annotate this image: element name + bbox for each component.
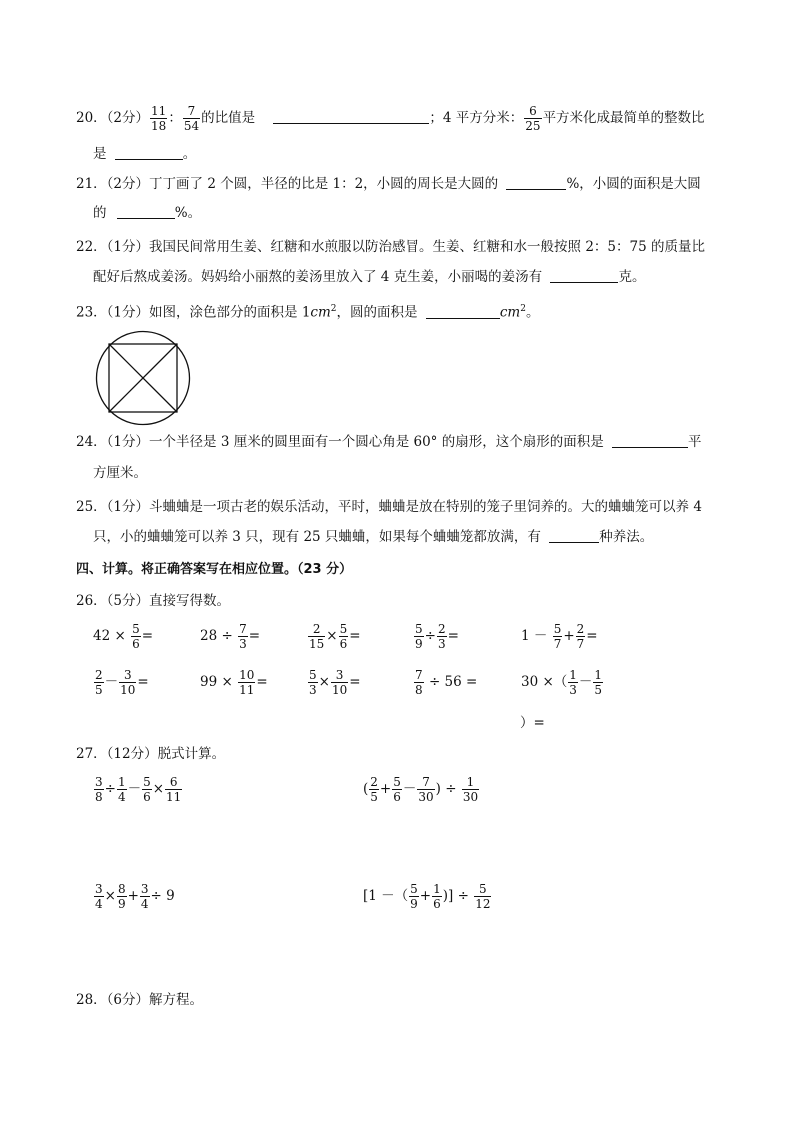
oral-calc-10: 30 ×（ $\frac{1}{3}$ － $\frac{1}{5}$ bbox=[521, 668, 603, 697]
answer-blank[interactable] bbox=[273, 108, 429, 124]
oral-calc-1: 42 × $\frac{5}{6}$ = bbox=[93, 622, 154, 651]
fraction: $\frac{11}{18}$ bbox=[151, 104, 167, 133]
question-25-line-1: 25．（1分）斗蛐蛐是一项古老的娱乐活动，平时，蛐蛐是放在特别的笼子里饲养的。大的蛐蛐笼可以养 4 bbox=[76, 499, 702, 515]
question-28-title: 28．（6分）解方程。 bbox=[76, 992, 204, 1008]
step-calc-3: $\frac{3}{4}$ × $\frac{8}{9}$ + $\frac{3}{4}$ ÷ 9 bbox=[95, 882, 175, 911]
question-26-title: 26．（5分）直接写得数。 bbox=[76, 593, 231, 609]
question-24-line-1: 24．（1分）一个半径是 3 厘米的圆里面有一个圆心角是 60° 的扇形，这个扇形的面积是 平 bbox=[76, 434, 702, 450]
oral-calc-5: 1 － $\frac{5}{7}$ + $\frac{2}{7}$ = bbox=[521, 622, 598, 651]
answer-blank[interactable] bbox=[549, 527, 599, 543]
oral-calc-7: 99 × $\frac{10}{11}$ = bbox=[200, 668, 268, 697]
question-23-line-1: 23．（1分）如图，涂色部分的面积是 $1cm^2$，圆的面积是 $cm^2$。 bbox=[76, 304, 540, 321]
answer-blank[interactable] bbox=[550, 267, 618, 283]
section-heading: 四、计算。将正确答案写在相应位置。（23 分） bbox=[76, 562, 353, 577]
oral-calc-10-tail: ）= bbox=[520, 715, 545, 731]
step-calc-2: ( $\frac{2}{5}$ + $\frac{5}{6}$ － $\frac{7}{30}$ ) ÷ $\frac{1}{30}$ bbox=[363, 775, 479, 804]
question-21-line-2: 的 %。 bbox=[93, 205, 202, 221]
answer-blank[interactable] bbox=[117, 203, 175, 219]
answer-blank[interactable] bbox=[426, 303, 500, 319]
question-20-line-1: 20．（2分） $\frac{11}{18}$ ： $\frac{7}{54}$ 的比值是 ；4 平方分米： $\frac{6}{25}$ 平方米化成最简单的整数比 bbox=[76, 104, 705, 133]
answer-blank[interactable] bbox=[115, 144, 183, 160]
fraction: $\frac{6}{25}$ bbox=[525, 104, 541, 133]
question-24-line-2: 方厘米。 bbox=[93, 465, 147, 481]
question-22-line-1: 22．（1分）我国民间常用生姜、红糖和水煎服以防治感冒。生姜、红糖和水一般按照 2：5：75 的质量比 bbox=[76, 239, 705, 255]
oral-calc-8: $\frac{5}{3}$ × $\frac{3}{10}$ = bbox=[309, 668, 361, 697]
question-20-line-2: 是 。 bbox=[93, 146, 197, 162]
oral-calc-4: $\frac{5}{9}$ ÷ $\frac{2}{3}$ = bbox=[415, 622, 459, 651]
question-22-line-2: 配好后熬成姜汤。妈妈给小丽熬的姜汤里放入了 4 克生姜，小丽喝的姜汤有 克。 bbox=[93, 269, 646, 285]
oral-calc-9: $\frac{7}{8}$ ÷ 56 = bbox=[415, 668, 478, 697]
fraction: $\frac{7}{54}$ bbox=[183, 104, 200, 133]
oral-calc-2: 28 ÷ $\frac{7}{3}$ = bbox=[200, 622, 261, 651]
answer-blank[interactable] bbox=[612, 432, 688, 448]
circle-square-figure bbox=[93, 328, 193, 428]
question-27-title: 27．（12分）脱式计算。 bbox=[76, 746, 226, 762]
answer-blank[interactable] bbox=[506, 174, 566, 190]
question-21-line-1: 21．（2分）丁丁画了 2 个圆，半径的比是 1：2，小圆的周长是大圆的 %，小圆的面积是大圆 bbox=[76, 176, 701, 192]
oral-calc-3: $\frac{2}{15}$ × $\frac{5}{6}$ = bbox=[309, 622, 361, 651]
question-25-line-2: 只，小的蛐蛐笼可以养 3 只，现有 25 只蛐蛐，如果每个蛐蛐笼都放满，有 种养法。 bbox=[93, 529, 654, 545]
step-calc-1: $\frac{3}{8}$ ÷ $\frac{1}{4}$ － $\frac{5}{6}$ × $\frac{6}{11}$ bbox=[95, 775, 182, 804]
oral-calc-6: $\frac{2}{5}$ － $\frac{3}{10}$ = bbox=[95, 668, 149, 697]
step-calc-4: [1 －（ $\frac{5}{9}$ + $\frac{1}{6}$ )] ÷ $\frac{5}{12}$ bbox=[363, 882, 491, 911]
